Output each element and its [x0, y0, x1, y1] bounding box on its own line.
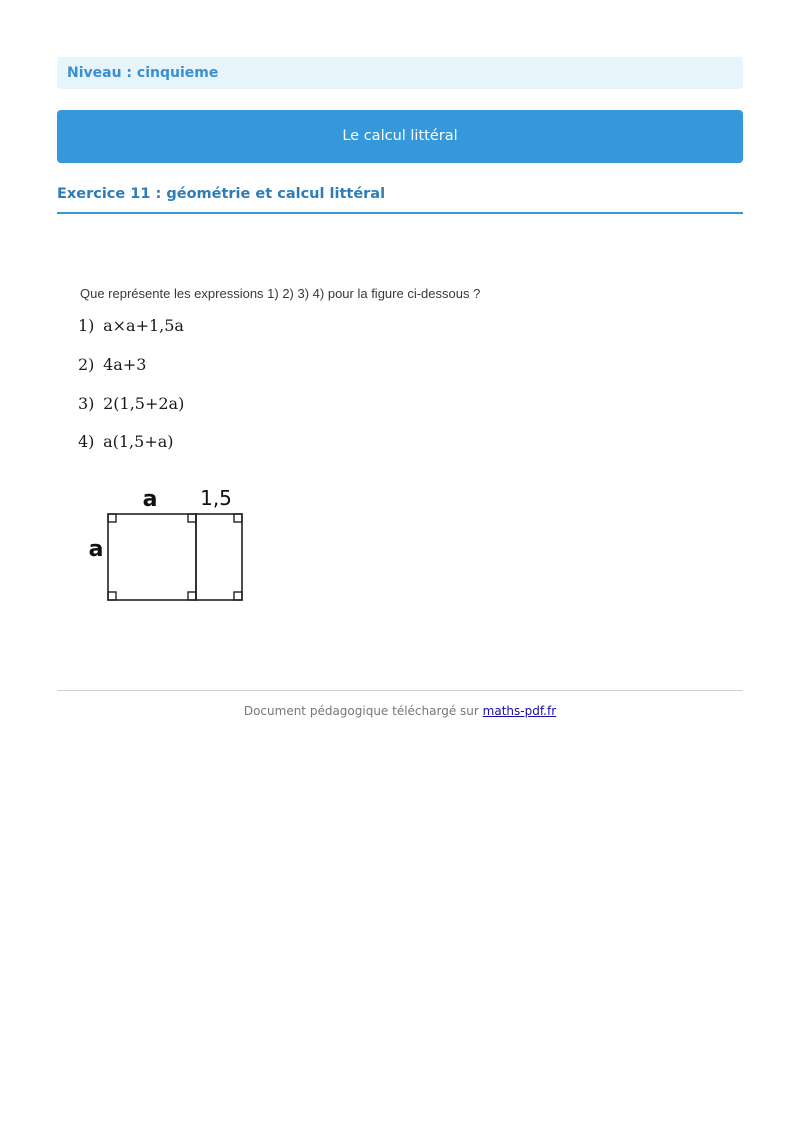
rectangle-shape: [196, 514, 242, 600]
figure-label-top-a: a: [142, 487, 158, 512]
expression-number: 2): [78, 355, 95, 374]
expression-text: a×a+1,5a: [103, 316, 184, 335]
square-shape: [108, 514, 196, 600]
expression-number: 4): [78, 432, 95, 451]
exercise-title: Exercice 11 : géométrie et calcul littéral: [57, 186, 386, 202]
figure-label-top-b: 1,5: [200, 486, 232, 510]
expression-text: 2(1,5+2a): [103, 394, 185, 413]
expression-text: 4a+3: [103, 355, 147, 374]
level-badge: [57, 57, 743, 89]
right-angle-marks: [108, 514, 242, 600]
expression-4: [78, 432, 174, 451]
exercise-title-underline: [57, 212, 743, 214]
expression-number: 1): [78, 316, 95, 335]
chapter-title: Le calcul littéral: [342, 128, 458, 144]
footer-link[interactable]: maths-pdf.fr: [482, 704, 557, 718]
footer: [57, 704, 743, 718]
expression-1: [78, 316, 184, 335]
footer-divider: [57, 690, 743, 691]
rectangle-figure: [84, 478, 259, 618]
expression-3: [78, 394, 184, 413]
expression-2: [78, 355, 146, 374]
figure-label-side: a: [88, 537, 104, 562]
exercise-question: Que représente les expressions 1) 2) 3) 4) pour la figure ci-dessous ?: [80, 286, 481, 301]
footer-text: Document pédagogique téléchargé sur: [243, 704, 479, 718]
expression-number: 3): [78, 394, 95, 413]
chapter-banner: [57, 110, 743, 163]
level-text: Niveau : cinquieme: [67, 65, 219, 81]
expression-text: a(1,5+a): [103, 432, 174, 451]
